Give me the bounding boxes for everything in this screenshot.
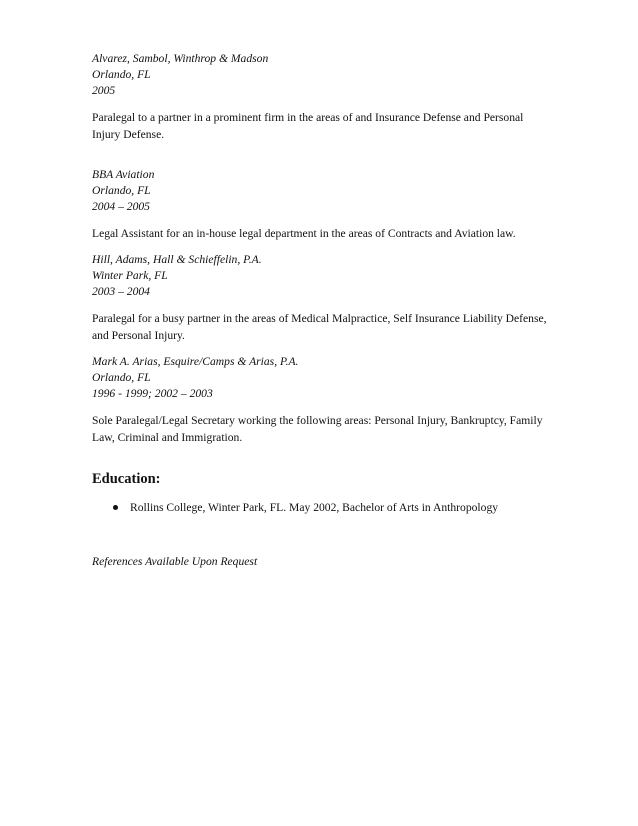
experience-entry <box>92 51 552 143</box>
job-description: Sole Paralegal/Legal Secretary working the following areas: Personal Injury, Bankruptcy, Family Law, Criminal and Immigration. <box>92 414 543 444</box>
education-item <box>92 500 552 516</box>
employer-location: Orlando, FL <box>92 68 151 81</box>
experience-entry <box>92 354 552 446</box>
resume-page <box>92 51 552 570</box>
employer-location: Orlando, FL <box>92 371 151 384</box>
employer-name: Hill, Adams, Hall & Schieffelin, P.A. <box>92 253 262 266</box>
education-section <box>92 470 552 516</box>
education-heading: Education: <box>92 471 161 487</box>
employer-location: Orlando, FL <box>92 184 151 197</box>
employment-dates: 2003 – 2004 <box>92 285 150 298</box>
employer-name: BBA Aviation <box>92 168 155 181</box>
employer-name: Alvarez, Sambol, Winthrop & Madson <box>92 52 269 65</box>
job-description: Paralegal for a busy partner in the areas of Medical Malpractice, Self Insurance Liability Defense, and Personal Injury. <box>92 312 547 342</box>
experience-entry <box>92 252 552 344</box>
employer-name: Mark A. Arias, Esquire/Camps & Arias, P.A. <box>92 355 299 368</box>
bullet-icon <box>113 505 118 510</box>
job-description: Legal Assistant for an in-house legal department in the areas of Contracts and Aviation law. <box>92 227 516 240</box>
employment-dates: 1996 - 1999; 2002 – 2003 <box>92 387 213 400</box>
education-item-text: Rollins College, Winter Park, FL. May 2002, Bachelor of Arts in Anthropology <box>130 501 499 514</box>
references-note: References Available Upon Request <box>92 555 258 568</box>
education-list <box>92 500 552 516</box>
employment-dates: 2004 – 2005 <box>92 200 150 213</box>
job-description: Paralegal to a partner in a prominent firm in the areas of and Insurance Defense and Personal Injury Defense. <box>92 111 524 141</box>
experience-entry <box>92 167 552 242</box>
employment-dates: 2005 <box>92 84 116 97</box>
employer-location: Winter Park, FL <box>92 269 168 282</box>
